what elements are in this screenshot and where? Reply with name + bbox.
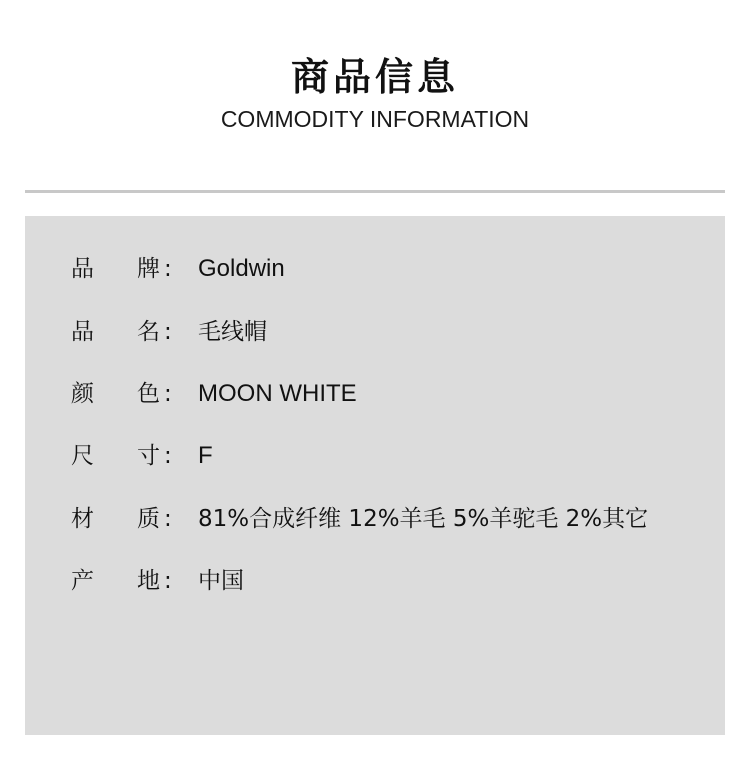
info-value-product-name: 毛线帽 <box>198 319 267 345</box>
section-title: 商品信息 <box>290 55 459 99</box>
info-key-second: 质 <box>137 506 160 532</box>
info-colon: : <box>164 443 172 469</box>
info-colon: : <box>164 319 172 345</box>
divider <box>25 190 725 193</box>
info-key-first: 产 <box>71 568 94 594</box>
info-value-origin: 中国 <box>198 568 244 594</box>
info-row-product-name <box>25 314 725 350</box>
info-key-first: 颜 <box>71 381 94 407</box>
info-key-second: 色 <box>137 381 160 407</box>
info-key-second: 名 <box>137 319 160 345</box>
info-value-size: F <box>198 442 213 469</box>
info-row-brand <box>25 251 725 287</box>
section-subtitle: COMMODITY INFORMATION <box>220 106 530 132</box>
info-key-second: 地 <box>137 568 160 594</box>
info-colon: : <box>164 568 172 594</box>
info-row-material <box>25 501 725 537</box>
info-key-first: 品 <box>71 256 94 282</box>
info-row-size <box>25 438 725 474</box>
info-row-origin <box>25 563 725 599</box>
info-colon: : <box>164 381 172 407</box>
info-key-first: 品 <box>71 319 94 345</box>
info-value-brand: Goldwin <box>198 255 285 282</box>
info-colon: : <box>164 506 172 532</box>
info-key-first: 尺 <box>71 443 94 469</box>
info-panel <box>25 216 725 735</box>
info-key-first: 材 <box>71 506 94 532</box>
info-key-second: 牌 <box>137 256 160 282</box>
info-colon: : <box>164 256 172 282</box>
info-row-color <box>25 376 725 412</box>
info-value-color: MOON WHITE <box>198 380 357 407</box>
info-key-second: 寸 <box>137 443 160 469</box>
info-value-material: 81%合成纤维 12%羊毛 5%羊驼毛 2%其它 <box>198 506 649 532</box>
